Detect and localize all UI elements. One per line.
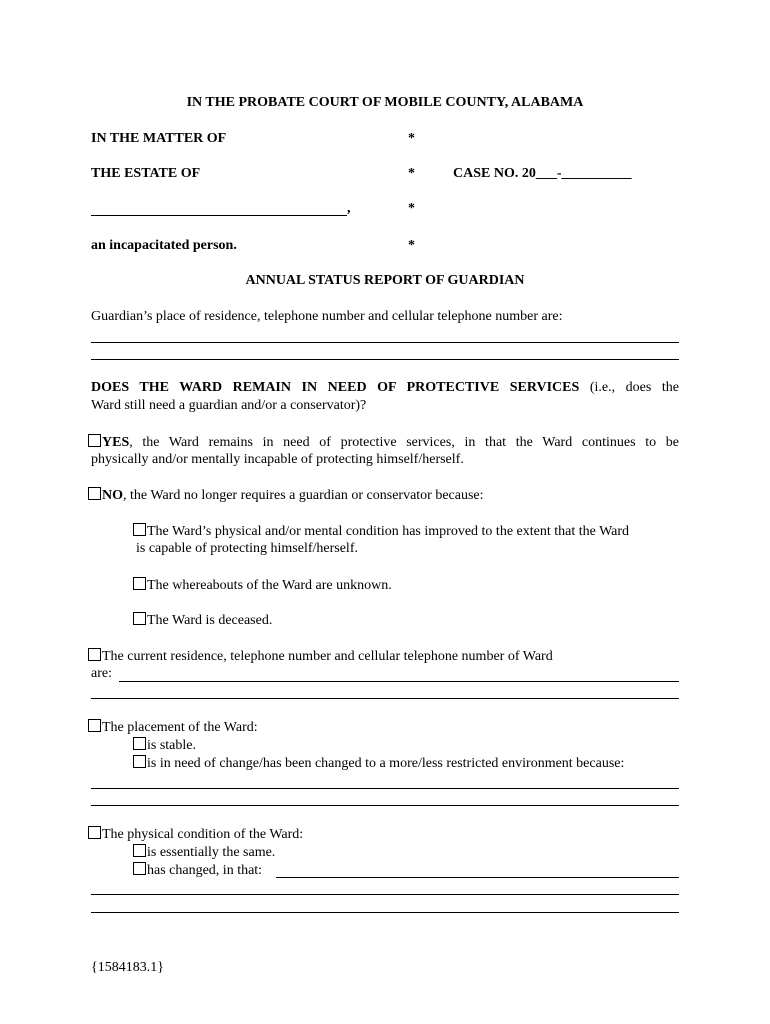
placement-line-2[interactable] [91, 805, 679, 806]
caption-incapacitated: an incapacitated person. [91, 238, 237, 253]
placement-option [88, 719, 258, 736]
placement-changed-text: is in need of change/has been changed to a more/less restricted environment because: [147, 756, 625, 771]
deceased-text: The Ward is deceased. [147, 613, 273, 628]
current-residence-line-2[interactable] [91, 698, 679, 699]
placement-stable-text: is stable. [147, 738, 196, 753]
no-line [88, 487, 484, 504]
no-checkbox[interactable] [88, 487, 101, 500]
caption-star-2: * [408, 166, 415, 181]
caption-matter-of: IN THE MATTER OF [91, 131, 227, 146]
unknown-option [133, 577, 392, 594]
caption-star-3: * [408, 201, 415, 216]
yes-checkbox[interactable] [88, 434, 101, 447]
no-label: NO [102, 488, 123, 503]
physical-changed-checkbox[interactable] [133, 862, 146, 875]
improved-text: The Ward’s physical and/or mental condition has improved to the extent that the Ward [147, 524, 630, 539]
unknown-text: The whereabouts of the Ward are unknown. [147, 578, 392, 593]
caption-star-4: * [408, 238, 415, 253]
yes-line-2: physically and/or mentally incapable of protecting himself/herself. [91, 452, 464, 467]
physical-checkbox[interactable] [88, 826, 101, 839]
deceased-option [133, 612, 272, 629]
deceased-checkbox[interactable] [133, 612, 146, 625]
unknown-checkbox[interactable] [133, 577, 146, 590]
improved-option [133, 523, 629, 540]
physical-same-checkbox[interactable] [133, 844, 146, 857]
guardian-residence-line-1[interactable] [91, 342, 679, 343]
current-residence-are: are: [91, 666, 112, 681]
caption-star-1: * [408, 131, 415, 146]
court-title: IN THE PROBATE COURT OF MOBILE COUNTY, ALABAMA [186, 95, 584, 110]
yes-text: , the Ward remains in need of protective services, in that the Ward continues to be [129, 435, 679, 450]
physical-option [88, 826, 303, 843]
question-line-1 [91, 380, 679, 396]
placement-stable-checkbox[interactable] [133, 737, 146, 750]
ward-name-line[interactable] [91, 215, 347, 216]
current-residence-text: The current residence, telephone number and cellular telephone number of Ward [102, 649, 553, 664]
question-line-2: Ward still need a guardian and/or a conservator)? [91, 398, 367, 413]
report-title: ANNUAL STATUS REPORT OF GUARDIAN [245, 273, 525, 288]
placement-changed-option [133, 755, 624, 772]
physical-line-2[interactable] [91, 912, 679, 913]
footer-document-code: {1584183.1} [91, 960, 164, 975]
caption-estate-of: THE ESTATE OF [91, 166, 201, 181]
ward-name-comma: , [347, 201, 351, 216]
guardian-residence-label: Guardian’s place of residence, telephone number and cellular telephone number are: [91, 309, 563, 324]
physical-same-text: is essentially the same. [147, 845, 276, 860]
physical-line-1[interactable] [91, 894, 679, 895]
physical-same-option [133, 844, 275, 861]
placement-stable-option [133, 737, 196, 754]
placement-changed-checkbox[interactable] [133, 755, 146, 768]
physical-label: The physical condition of the Ward: [102, 827, 304, 842]
current-residence-checkbox[interactable] [88, 648, 101, 661]
current-residence-option [88, 648, 553, 665]
improved-text-2: is capable of protecting himself/herself. [136, 541, 358, 556]
yes-line-1 [88, 434, 679, 451]
physical-changed-line[interactable] [276, 877, 679, 878]
guardian-residence-line-2[interactable] [91, 359, 679, 360]
physical-changed-text: has changed, in that: [147, 863, 263, 878]
placement-line-1[interactable] [91, 788, 679, 789]
question-rest: (i.e., does the [579, 380, 679, 395]
no-text: , the Ward no longer requires a guardian or conservator because: [123, 488, 484, 503]
yes-label: YES [102, 435, 130, 450]
physical-changed-option [133, 862, 262, 879]
current-residence-line-1[interactable] [119, 681, 679, 682]
improved-checkbox[interactable] [133, 523, 146, 536]
question-heading: DOES THE WARD REMAIN IN NEED OF PROTECTIVE SERVICES [91, 380, 580, 395]
placement-label: The placement of the Ward: [102, 720, 258, 735]
placement-checkbox[interactable] [88, 719, 101, 732]
case-number: CASE NO. 20___-__________ [453, 166, 632, 181]
